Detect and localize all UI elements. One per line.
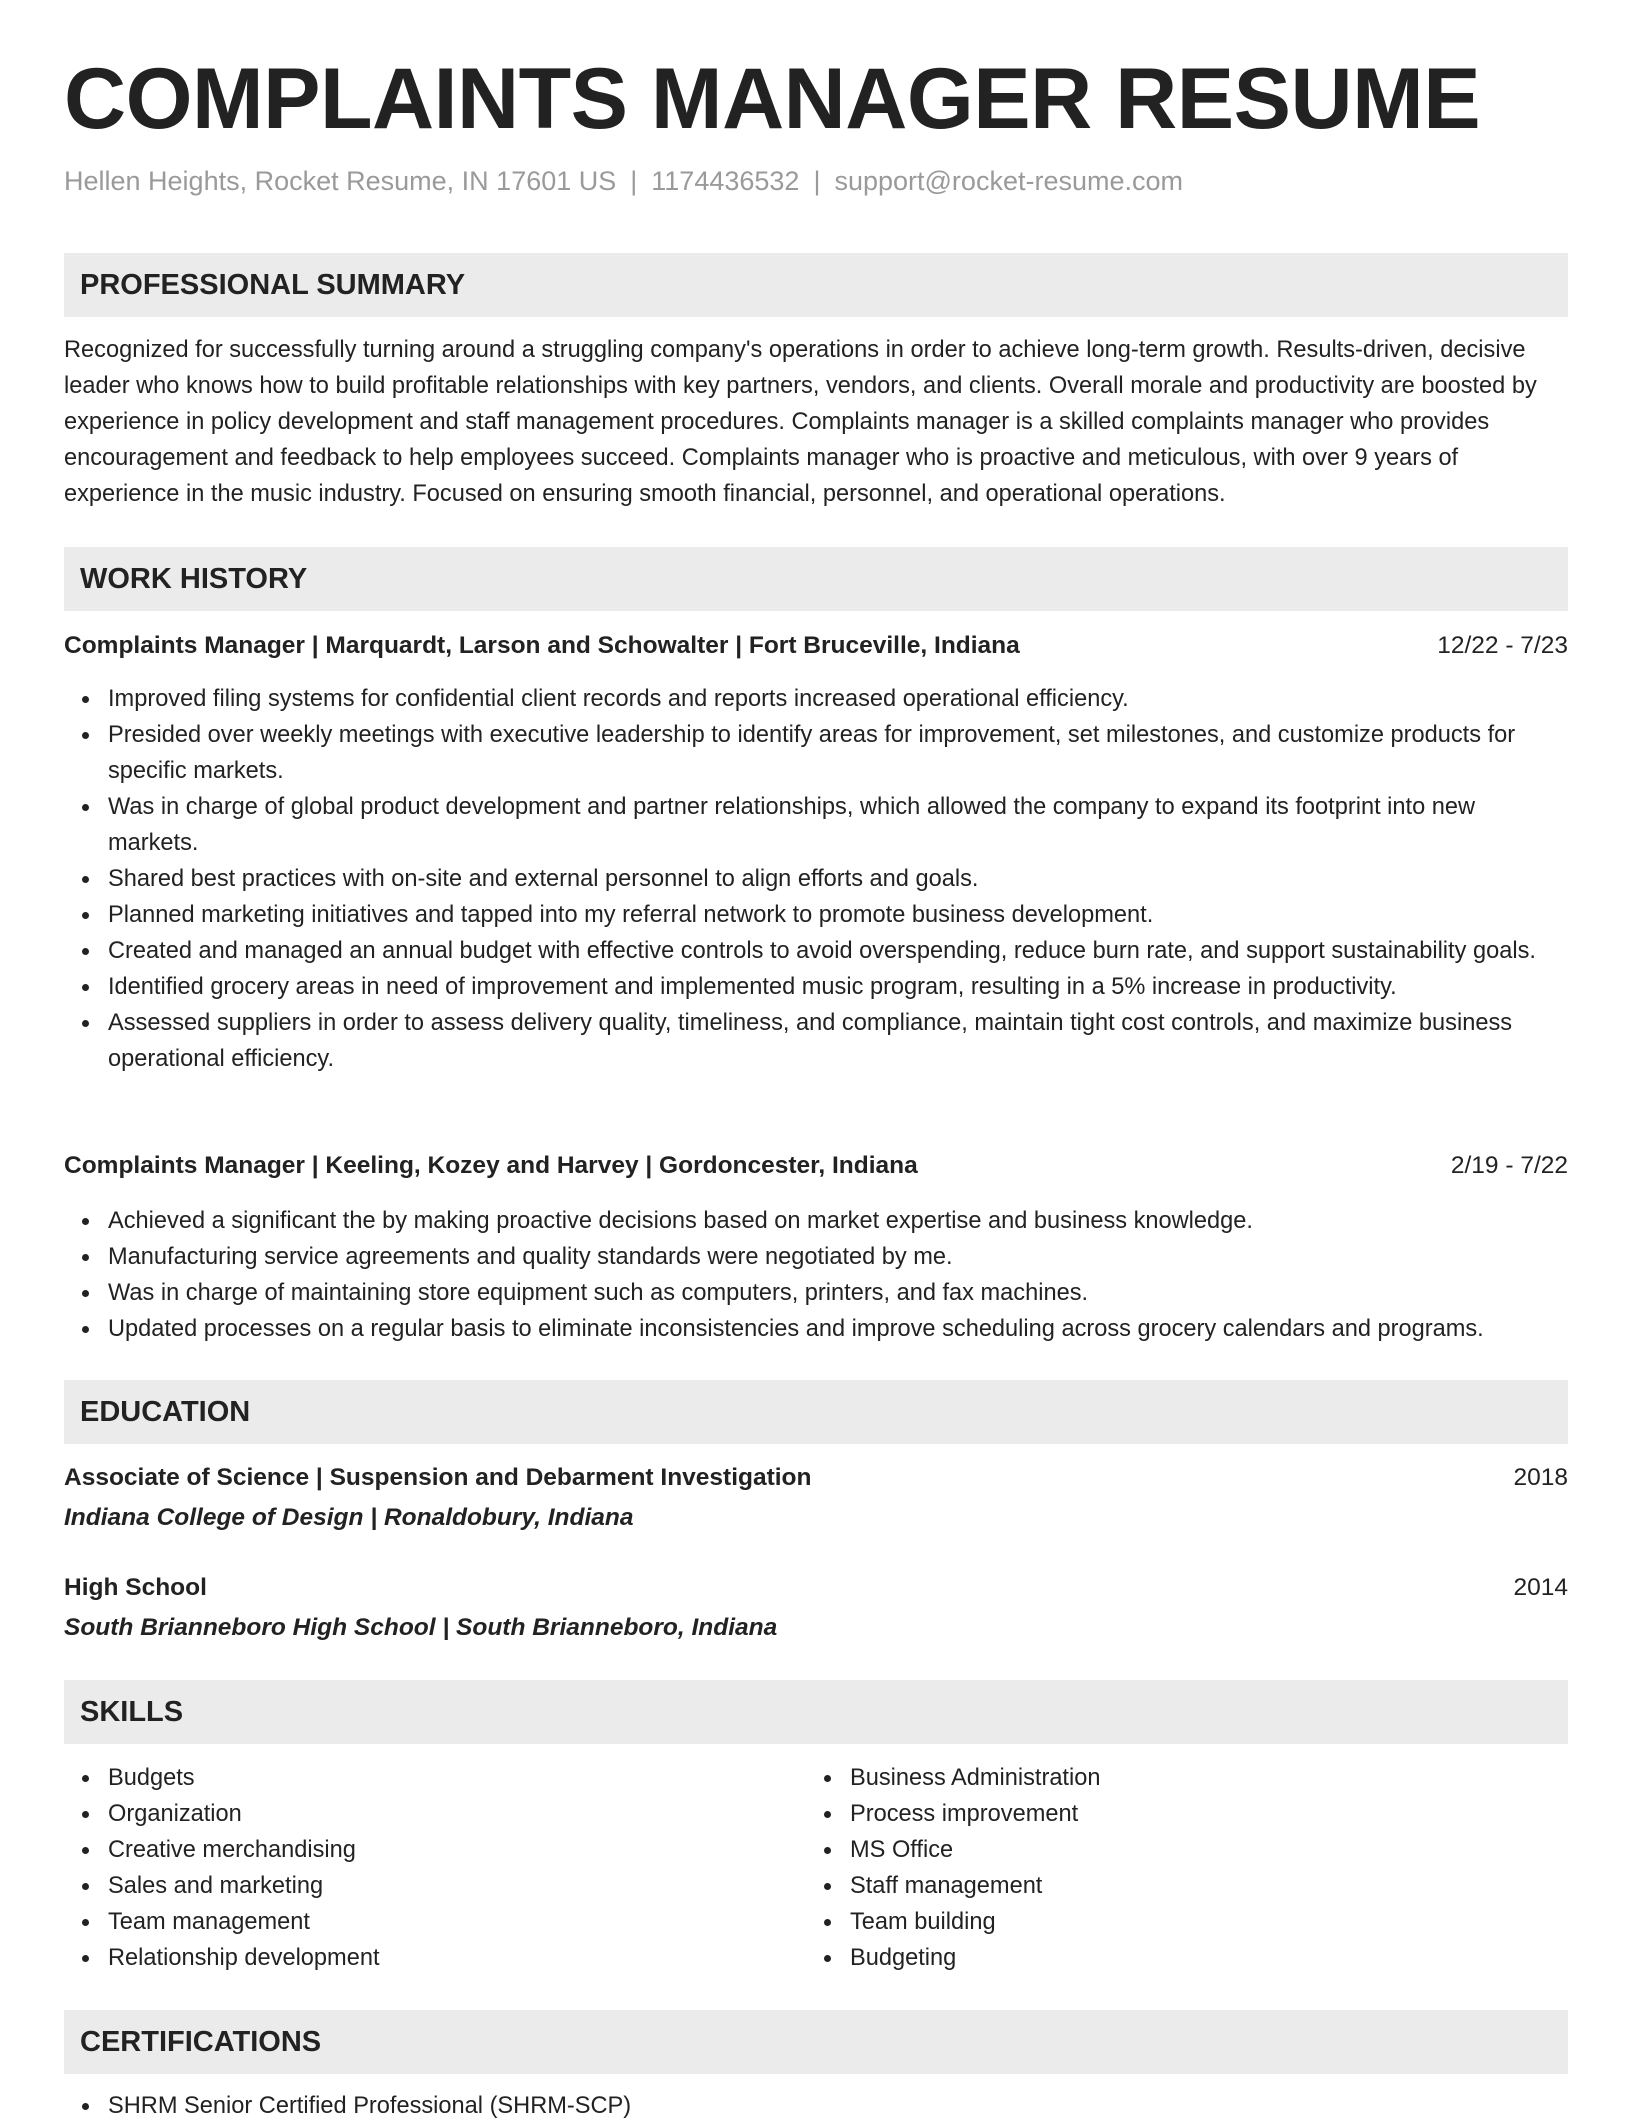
contact-line xyxy=(64,166,1183,197)
job-header xyxy=(64,630,1568,662)
skill-item: Business Administration xyxy=(850,1760,1506,1796)
education-year: 2014 xyxy=(1513,1574,1568,1601)
section-heading-education: EDUCATION xyxy=(64,1380,1568,1444)
skill-item: Team management xyxy=(108,1904,764,1940)
skill-item: Creative merchandising xyxy=(108,1832,764,1868)
job-bullet: Achieved a significant the by making proactive decisions based on market expertise and business knowledge. xyxy=(108,1203,1568,1239)
job-header xyxy=(64,1150,1568,1182)
section-heading-summary: PROFESSIONAL SUMMARY xyxy=(64,253,1568,317)
education-degree: High School xyxy=(64,1574,207,1601)
contact-separator: | xyxy=(813,166,821,196)
education-year: 2018 xyxy=(1513,1464,1568,1491)
skill-item: MS Office xyxy=(850,1832,1506,1868)
certification-list xyxy=(64,2088,1568,2124)
skill-item: Sales and marketing xyxy=(108,1868,764,1904)
job-bullet: Shared best practices with on-site and external personnel to align efforts and goals. xyxy=(108,861,1568,897)
section-heading-certifications: CERTIFICATIONS xyxy=(64,2010,1568,2074)
education-school: Indiana College of Design | Ronaldobury, Indiana xyxy=(64,1504,634,1531)
skill-item: Team building xyxy=(850,1904,1506,1940)
job-bullet: Updated processes on a regular basis to eliminate inconsistencies and improve scheduling across grocery calendars and programs. xyxy=(108,1311,1568,1347)
job-bullet: Was in charge of maintaining store equipment such as computers, printers, and fax machines. xyxy=(108,1275,1568,1311)
job-bullet: Was in charge of global product development and partner relationships, which allowed the company to expand its footprint into new markets. xyxy=(108,789,1568,861)
job-bullet-list xyxy=(64,1203,1568,1347)
skill-item: Staff management xyxy=(850,1868,1506,1904)
skill-item: Budgets xyxy=(108,1760,764,1796)
job-title: Complaints Manager | Marquardt, Larson and Schowalter | Fort Bruceville, Indiana xyxy=(64,632,1020,659)
job-bullet: Identified grocery areas in need of improvement and implemented music program, resulting in a 5% increase in productivity. xyxy=(108,969,1568,1005)
education-header xyxy=(64,1462,1568,1494)
contact-address: Hellen Heights, Rocket Resume, IN 17601 US xyxy=(64,166,617,196)
certification-item: SHRM Senior Certified Professional (SHRM-SCP) xyxy=(108,2088,1568,2124)
skill-item: Relationship development xyxy=(108,1940,764,1976)
skills-list-right xyxy=(806,1760,1506,1976)
job-bullet-list xyxy=(64,681,1568,1077)
job-bullet: Improved filing systems for confidential client records and reports increased operational efficiency. xyxy=(108,681,1568,717)
contact-email[interactable]: support@rocket-resume.com xyxy=(834,166,1183,196)
skill-item: Process improvement xyxy=(850,1796,1506,1832)
skill-item: Budgeting xyxy=(850,1940,1506,1976)
contact-separator: | xyxy=(630,166,638,196)
education-header xyxy=(64,1572,1568,1604)
job-dates: 2/19 - 7/22 xyxy=(1450,1152,1568,1179)
job-bullet: Planned marketing initiatives and tapped into my referral network to promote business development. xyxy=(108,897,1568,933)
skill-item: Organization xyxy=(108,1796,764,1832)
skills-list-left xyxy=(64,1760,764,1976)
section-heading-skills: SKILLS xyxy=(64,1680,1568,1744)
education-degree: Associate of Science | Suspension and Debarment Investigation xyxy=(64,1464,812,1491)
resume-title: COMPLAINTS MANAGER RESUME xyxy=(64,51,1481,147)
summary-text: Recognized for successfully turning around a struggling company's operations in order to achieve long-term growth. Results-driven, decisive leader who knows how to build profitable relationships with key partners, vendors, and clients. Overall morale and productivity are boosted by experience in policy development and staff management procedures. Complaints manager is a skilled complaints manager who provides encouragement and feedback to help employees succeed. Complaints manager who is proactive and meticulous, with over 9 years of experience in the music industry. Focused on ensuring smooth financial, personnel, and operational operations. xyxy=(64,337,1537,507)
job-dates: 12/22 - 7/23 xyxy=(1437,632,1568,659)
job-bullet: Manufacturing service agreements and quality standards were negotiated by me. xyxy=(108,1239,1568,1275)
contact-phone: 1174436532 xyxy=(651,166,800,196)
education-school: South Brianneboro High School | South Brianneboro, Indiana xyxy=(64,1614,778,1641)
job-title: Complaints Manager | Keeling, Kozey and Harvey | Gordoncester, Indiana xyxy=(64,1152,918,1179)
section-heading-work: WORK HISTORY xyxy=(64,547,1568,611)
job-bullet: Assessed suppliers in order to assess delivery quality, timeliness, and compliance, maintain tight cost controls, and maximize business operational efficiency. xyxy=(108,1005,1568,1077)
job-bullet: Presided over weekly meetings with executive leadership to identify areas for improvement, set milestones, and customize products for specific markets. xyxy=(108,717,1568,789)
job-bullet: Created and managed an annual budget with effective controls to avoid overspending, reduce burn rate, and support sustainability goals. xyxy=(108,933,1568,969)
